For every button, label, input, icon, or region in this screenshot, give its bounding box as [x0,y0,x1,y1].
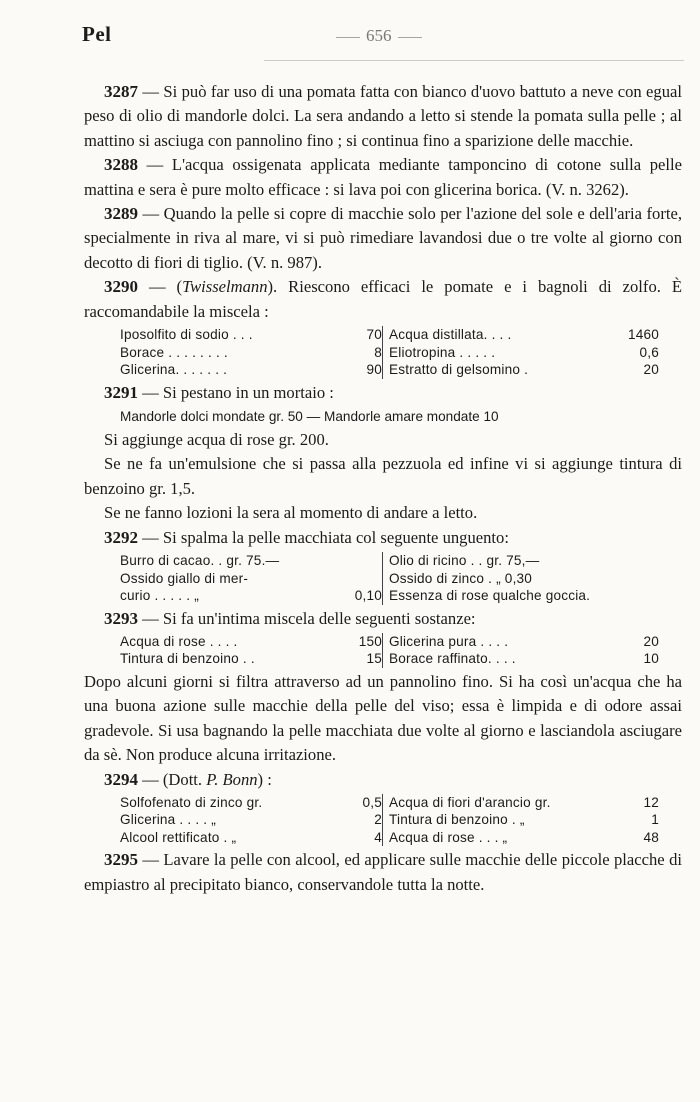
ingredient-name: Glicerina. . . . . . . [120,362,228,378]
running-head: Pel [82,22,112,46]
ingredient-qty: 2 [374,812,382,828]
ingredient-qty: 70 [366,327,382,343]
recipe-3292 [120,552,665,605]
entry-number: 3295 [104,850,138,870]
ingredient-qty: 1 [651,812,659,828]
ingredient-name: Tintura di benzoino . „ [389,812,525,828]
recipe-row [120,650,665,668]
ingredient-name: Eliotropina . . . . . [389,344,496,360]
entry-3291 [84,381,682,405]
recipe-row [120,794,665,812]
ingredient-qty: 90 [366,362,382,378]
author-name: Twisselmann [182,277,268,297]
entry-number: 3292 [104,527,138,547]
entry-text: — Si pestano in un mortaio : [138,382,334,402]
entry-number: 3287 [104,82,138,101]
entry-3289 [84,202,682,275]
entry-text: — Quando la pelle si copre di macchie solo per l'azione del sole e dell'aria forte, specialmente in riva al mare, vi si può rimediare lavandosi due o tre volte al giorno con decotto di fiori di tiglio. (V. n. 987). [84,204,682,272]
entry-number: 3290 [104,277,138,297]
ingredient-qty: 4 [374,829,382,845]
recipe-row [120,552,665,570]
entry-text: — L'acqua ossigenata applicata mediante tamponcino di cotone sulla pelle mattina e sera è pure molto efficace : si lava poi con glicerina borica. (V. n. 3262). [84,155,682,199]
ingredient-name: Glicerina . . . . „ [120,812,216,828]
ingredient-name: Iposolfito di sodio . . . [120,327,253,343]
entry-3293-text: Dopo alcuni giorni si filtra attraverso ad un pannolino fino. Si ha così un'acqua che ha una buona azione sulle macchie della pelle del viso; essa è limpida e di odore assai gradevole. Si usa bagnando la pelle macchiata due volte al giorno e lasciandola asciugare da sè. Non produce alcuna irritazione. [84,671,682,765]
page-number-value: 656 [366,26,392,45]
recipe-3293 [120,633,665,668]
entry-3290 [84,275,682,324]
ingredient-name: Acqua distillata. . . . [389,327,512,343]
ingredient-name: Tintura di benzoino . . [120,651,255,667]
ingredient-qty: 20 [643,362,659,378]
ingredient-qty: 10 [643,651,659,667]
recipe-row [120,587,665,605]
ingredient-name: Burro di cacao. . gr. 75.— [120,553,280,568]
recipe-3290 [120,326,665,379]
ingredient-qty: 12 [643,794,659,810]
ingredient-line-3291: Mandorle dolci mondate gr. 50 — Mandorle amare mondate 10 [120,408,499,424]
page-number [330,26,428,46]
ingredient-name: Alcool rettificato . „ [120,829,237,845]
entry-number: 3294 [104,769,138,789]
ingredient-name: Borace raffinato. . . . [389,651,516,667]
page-number-dash-right [398,37,422,38]
entry-3292 [84,526,682,550]
entry-3295 [84,848,682,897]
entry-text: ) : [257,769,272,789]
ingredient-name: Ossido giallo di mer- [120,570,249,586]
page-header [0,20,700,54]
entry-number: 3293 [104,608,138,628]
entry-3291-text: Se ne fanno lozioni la sera al momento di andare a letto. [104,503,478,523]
entry-3288 [84,153,682,202]
ingredient-name: Acqua di rose . . . . [120,633,238,649]
ingredient-qty: 48 [643,829,659,845]
entry-3291-text: Si aggiunge acqua di rose gr. 200. [104,429,329,449]
ingredient-name: Glicerina pura . . . . [389,633,509,649]
author-name: P. Bonn [206,769,258,789]
ingredient-name: Borace . . . . . . . . [120,344,228,360]
recipe-row [120,361,665,379]
entry-text: — Si spalma la pelle macchiata col seguente unguento: [138,527,509,547]
recipe-3294 [120,794,665,847]
entry-text: — Lavare la pelle con alcool, ed applicare sulle macchie delle piccole placche di empiastro al precipitato bianco, conservandole tutta la notte. [84,850,682,894]
ingredient-name: Estratto di gelsomino . [389,362,529,378]
ingredient-name: Ossido di zinco . „ 0,30 [389,570,533,586]
ingredient-qty: 0,5 [362,794,382,810]
entry-text: ). Riescono efficaci le pomate e i bagnoli di zolfo. È raccomandabile la miscela : [84,277,682,321]
recipe-row [120,829,665,847]
ingredient-name: Acqua di fiori d'arancio gr. [389,794,551,810]
recipe-row [120,344,665,362]
entry-number: 3291 [104,382,138,402]
recipe-row [120,811,665,829]
ingredient-name: Acqua di rose . . . „ [389,829,508,845]
entry-pre: — ( [138,277,183,297]
ingredient-qty: 0,6 [639,344,659,360]
ingredient-qty: 15 [366,651,382,667]
ingredient-qty: 0,10 [354,588,382,603]
entry-number: 3288 [104,155,138,175]
entry-pre: — (Dott. [138,769,207,789]
header-rule [264,60,684,61]
entry-3287 [84,80,682,153]
ingredient-qty: 8 [374,344,382,360]
ingredient-qty: 1460 [627,327,659,343]
page-body [84,80,682,897]
ingredient-qty: 150 [358,633,382,649]
page-number-dash-left [336,37,360,38]
ingredient-name: Solfofenato di zinco gr. [120,794,263,810]
ingredient-qty: 20 [643,633,659,649]
ingredient-name: Essenza di rose qualche goccia. [389,588,591,603]
entry-number: 3289 [104,204,138,224]
recipe-row [120,570,665,588]
entry-3294 [84,768,682,792]
entry-text: — Si può far uso di una pomata fatta con bianco d'uovo battuto a neve con egual peso di olio di mandorle dolci. La sera andando a letto si stende la pomata sulla pelle ; al mattino si asciuga con pannolino fino ; si continua fino a sparizione delle macchie. [84,82,682,150]
recipe-row [120,326,665,344]
recipe-row [120,633,665,651]
entry-3293 [84,607,682,631]
ingredient-name: curio . . . . . „ [120,588,199,603]
entry-3291-text: Se ne fa un'emulsione che si passa alla pezzuola ed infine vi si aggiunge tintura di benzoino gr. 1,5. [84,454,682,498]
entry-text: — Si fa un'intima miscela delle seguenti sostanze: [138,608,476,628]
ingredient-name: Olio di ricino . . gr. 75,— [389,553,540,568]
